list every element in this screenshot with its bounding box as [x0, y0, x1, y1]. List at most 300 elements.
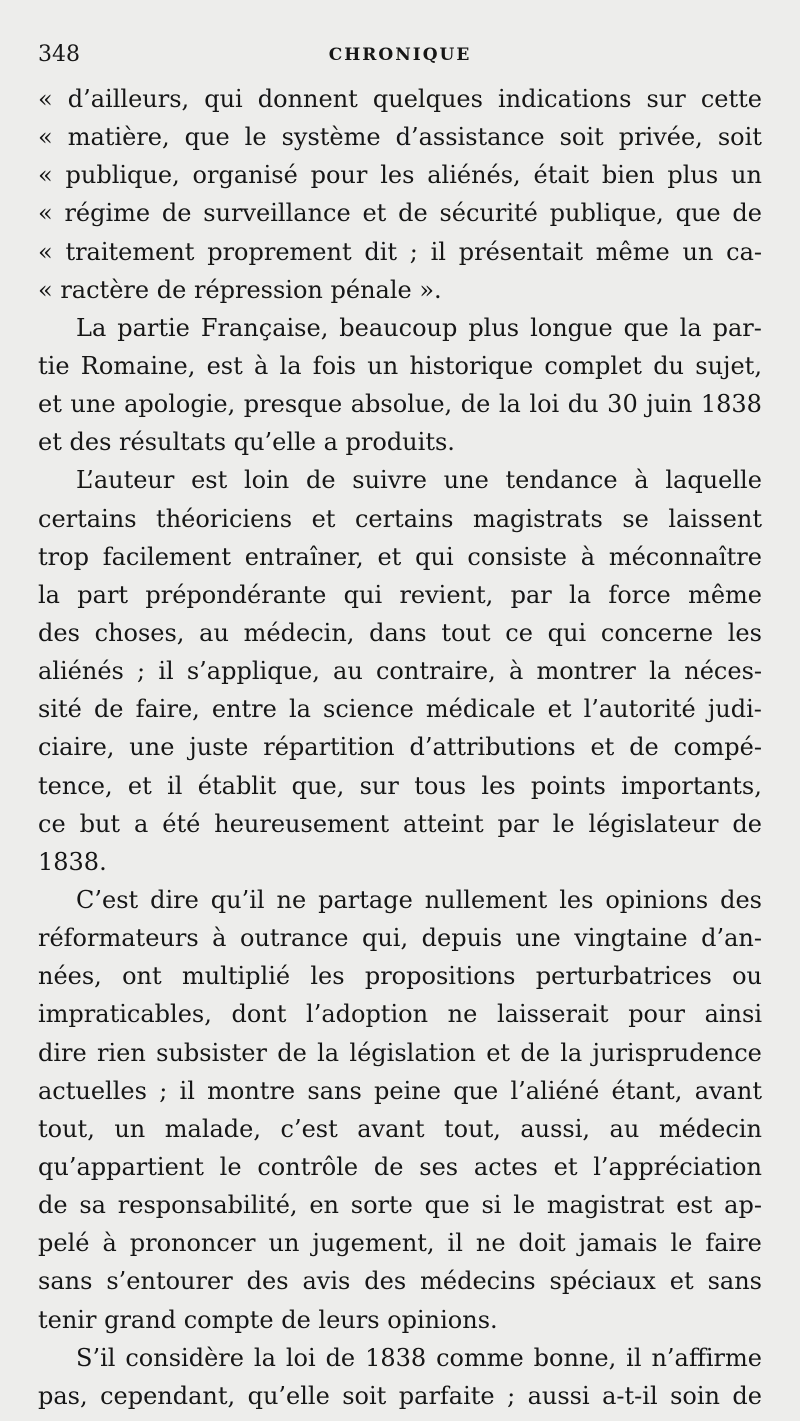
paragraph-first-line — [38, 309, 762, 347]
word: « — [38, 199, 53, 228]
word: montre — [207, 1076, 296, 1105]
word: la — [560, 1038, 583, 1067]
word: leurs — [318, 1305, 380, 1334]
word: fois — [312, 351, 357, 380]
page-number: 348 — [38, 42, 80, 67]
word: il — [626, 1343, 642, 1372]
word: réformateurs — [38, 924, 199, 953]
word: malade, — [164, 1114, 261, 1143]
word: considère — [125, 1343, 244, 1372]
word: méconnaître — [608, 542, 762, 571]
word: ses — [419, 1152, 459, 1181]
word: à — [580, 542, 596, 571]
word: ne — [475, 1229, 506, 1258]
word: de — [281, 1305, 311, 1334]
word: du — [653, 351, 685, 380]
word: « — [38, 123, 53, 152]
word: tout, — [444, 1114, 501, 1143]
word: la — [38, 580, 60, 609]
word: qu’elle — [247, 1381, 330, 1410]
word: l’aliéné — [510, 1076, 600, 1105]
word: les — [481, 771, 516, 800]
word: ainsi — [704, 1000, 762, 1029]
text-line — [38, 118, 762, 156]
word: répression — [193, 275, 323, 304]
word: de — [398, 199, 428, 228]
word: de — [732, 1381, 762, 1410]
word: soit — [342, 1381, 387, 1410]
word: contraire, — [375, 657, 496, 686]
text-line — [38, 576, 762, 614]
word: aussi — [527, 1381, 590, 1410]
word: 1838. — [38, 847, 107, 876]
word: entraîner, — [244, 542, 364, 571]
word: ou — [732, 962, 762, 991]
word: un — [682, 237, 714, 266]
word: tout, — [38, 1114, 95, 1143]
word: quelques — [372, 85, 483, 113]
word: même — [595, 237, 670, 266]
word: un — [731, 161, 762, 190]
word: que — [623, 313, 669, 342]
word: se — [622, 504, 649, 533]
word: opinions. — [387, 1305, 498, 1334]
word: compte — [183, 1305, 274, 1334]
word: ce — [505, 618, 533, 647]
word: et — [311, 504, 336, 533]
word: en — [309, 1191, 339, 1220]
word: de — [460, 390, 491, 419]
word: tous — [414, 771, 467, 800]
word: nées, — [38, 962, 102, 991]
word: ; — [137, 657, 146, 686]
word: proprement — [207, 237, 352, 266]
word: soit — [559, 123, 604, 152]
word: prononcer — [129, 1229, 256, 1258]
text-line — [38, 957, 762, 995]
word: apologie, — [124, 390, 236, 419]
word: ». — [419, 275, 442, 304]
word: de — [305, 466, 336, 495]
word: consiste — [467, 542, 567, 571]
word: indications — [497, 85, 632, 113]
word: judi- — [707, 695, 762, 724]
text-line — [38, 1034, 762, 1072]
text-line — [38, 767, 762, 805]
word: traitement — [65, 237, 195, 266]
text-line — [38, 995, 762, 1033]
word: et — [38, 428, 62, 457]
text-line — [38, 652, 762, 690]
word: de — [93, 695, 124, 724]
word: sujet, — [695, 351, 762, 380]
word: l’appréciation — [593, 1152, 762, 1181]
word: partie — [117, 313, 190, 342]
word: science — [323, 695, 414, 724]
word: L’auteur — [76, 466, 175, 495]
word: presque — [243, 390, 343, 419]
word: beaucoup — [339, 313, 458, 342]
word: au — [199, 618, 229, 647]
word: actes — [473, 1152, 538, 1181]
word: avant — [357, 1114, 425, 1143]
word: de — [520, 1038, 550, 1067]
word: sans — [307, 1076, 362, 1105]
word: complet — [544, 351, 642, 380]
word: importants, — [621, 771, 762, 800]
word: dit — [364, 237, 398, 266]
word: jurisprudence — [592, 1038, 762, 1067]
word: un — [367, 351, 399, 380]
word: La — [76, 313, 107, 342]
word: a — [323, 428, 338, 457]
word: des — [38, 618, 80, 647]
word: pénale — [330, 275, 412, 304]
word: médecin, — [243, 618, 355, 647]
word: s’entourer — [106, 1267, 233, 1296]
word: cependant, — [100, 1381, 236, 1410]
word: et — [553, 1152, 578, 1181]
text-line — [38, 690, 762, 728]
word: Romaine, — [80, 351, 196, 380]
word: était — [533, 161, 589, 190]
word: 30 — [607, 390, 638, 419]
running-title: CHRONIQUE — [328, 45, 472, 65]
word: aussi, — [520, 1114, 591, 1143]
word: tie — [38, 351, 70, 380]
word: de — [629, 733, 659, 762]
word: par — [510, 580, 552, 609]
word: sorte — [350, 1191, 413, 1220]
word: 1838 — [700, 390, 762, 419]
word: juste — [189, 733, 249, 762]
word: et — [669, 1267, 694, 1296]
word: une — [515, 924, 561, 953]
paragraph-first-line — [38, 881, 762, 919]
word: trop — [38, 542, 89, 571]
word: partage — [318, 885, 413, 914]
word: le — [244, 123, 267, 152]
word: de — [161, 199, 192, 228]
word: des — [69, 428, 112, 457]
word: des — [720, 885, 762, 914]
word: néces- — [684, 657, 762, 686]
word: ne — [276, 885, 307, 914]
word: subsister — [156, 1038, 267, 1067]
word: pour — [310, 161, 368, 190]
word: et — [38, 390, 62, 419]
word: depuis — [421, 924, 503, 953]
word: répartition — [263, 733, 395, 762]
word: propositions — [364, 962, 516, 991]
word: il — [158, 657, 174, 686]
word: rien — [97, 1038, 146, 1067]
word: une — [129, 733, 175, 762]
word: une — [70, 390, 116, 419]
word: sécurité — [439, 199, 538, 228]
paragraph-first-line — [38, 461, 762, 499]
word: ont — [122, 962, 162, 991]
word: la — [679, 313, 702, 342]
word: à — [102, 1229, 117, 1258]
word: s’applique, — [186, 657, 320, 686]
word: qu’appartient — [38, 1152, 204, 1181]
word: sur — [646, 85, 686, 113]
word: est — [206, 351, 243, 380]
text-line — [38, 385, 762, 423]
word: un — [114, 1114, 146, 1143]
word: pour — [628, 1000, 685, 1029]
word: médecin — [658, 1114, 762, 1143]
word: au — [333, 657, 363, 686]
word: prépondérante — [145, 580, 327, 609]
word: publique, — [65, 161, 180, 190]
word: organisé — [192, 161, 298, 190]
word: produits. — [345, 428, 455, 457]
word: publique, — [549, 199, 664, 228]
word: tenir — [38, 1305, 97, 1334]
word: de — [373, 1152, 404, 1181]
word: soit — [717, 123, 762, 152]
word: aliénés — [38, 657, 124, 686]
word: de — [732, 809, 762, 838]
word: à — [253, 351, 269, 380]
word: les — [380, 161, 415, 190]
word: suivre — [352, 466, 427, 495]
word: sans — [707, 1267, 762, 1296]
word: le — [552, 809, 575, 838]
word: les — [310, 962, 345, 991]
word: loi — [285, 1343, 316, 1372]
word: dans — [369, 618, 427, 647]
word: et — [590, 733, 615, 762]
word: perturbatrices — [535, 962, 712, 991]
word: la — [288, 695, 311, 724]
word: vingtaine — [574, 924, 688, 953]
word: laisserait — [496, 1000, 609, 1029]
word: même — [688, 580, 762, 609]
word: montrer — [536, 657, 636, 686]
paragraph-first-line — [38, 1339, 762, 1377]
word: pelé — [38, 1229, 90, 1258]
word: qu’elle — [233, 428, 316, 457]
word: n’affirme — [651, 1343, 762, 1372]
word: sa — [79, 1191, 106, 1220]
word: multiplié — [181, 962, 291, 991]
text-line — [38, 1072, 762, 1110]
word: médecins — [420, 1267, 536, 1296]
word: de — [732, 199, 762, 228]
word: la — [253, 1343, 276, 1372]
word: à — [508, 657, 524, 686]
word: nullement — [424, 885, 548, 914]
word: étant, — [611, 1076, 683, 1105]
word: matière, — [67, 123, 170, 152]
word: le — [513, 1191, 536, 1220]
word: le — [670, 1229, 693, 1258]
word: dire — [38, 1038, 87, 1067]
word: 1838 — [365, 1343, 427, 1372]
word: l’autorité — [583, 695, 696, 724]
word: jamais — [578, 1229, 658, 1258]
word: juin — [646, 390, 693, 419]
word: qu’il — [210, 885, 265, 914]
word: été — [162, 809, 201, 838]
word: par- — [712, 313, 762, 342]
word: « — [38, 275, 53, 304]
word: avant — [694, 1076, 762, 1105]
text-line — [38, 347, 762, 385]
word: concerne — [600, 618, 714, 647]
word: loi — [529, 390, 560, 419]
text-line — [38, 423, 762, 461]
word: jugement, — [312, 1229, 435, 1258]
word: de — [325, 1343, 356, 1372]
word: dont — [231, 1000, 287, 1029]
text-line — [38, 80, 762, 118]
word: qui — [415, 542, 454, 571]
word: à — [634, 466, 649, 495]
word: et — [486, 1038, 511, 1067]
word: soin — [670, 1381, 720, 1410]
word: les — [727, 618, 762, 647]
word: régime — [64, 199, 151, 228]
word: d’assistance — [395, 123, 545, 152]
word: et — [547, 695, 572, 724]
text-line — [38, 233, 762, 271]
word: il — [447, 1229, 463, 1258]
word: des — [364, 1267, 407, 1296]
word: la — [317, 1038, 340, 1067]
word: médicale — [425, 695, 536, 724]
word: ractère — [60, 275, 150, 304]
text-line — [38, 538, 762, 576]
word: privée, — [618, 123, 703, 152]
word: du — [567, 390, 599, 419]
text-line — [38, 1262, 762, 1300]
word: C’est — [76, 885, 139, 914]
word: que — [453, 1076, 499, 1105]
word: dire — [150, 885, 199, 914]
word: donnent — [257, 85, 358, 113]
word: « — [38, 161, 53, 190]
word: système — [281, 123, 381, 152]
word: présentait — [458, 237, 584, 266]
word: grand — [104, 1305, 177, 1334]
word: pas, — [38, 1381, 88, 1410]
word: il — [167, 771, 183, 800]
word: que, — [291, 771, 345, 800]
word: doit — [518, 1229, 566, 1258]
page-header — [38, 40, 762, 70]
word: force — [608, 580, 671, 609]
word: tence, — [38, 771, 113, 800]
word: choses, — [94, 618, 185, 647]
word: « — [38, 85, 53, 113]
word: aliénés, — [427, 161, 521, 190]
word: laquelle — [665, 466, 762, 495]
word: théoriciens — [156, 504, 293, 533]
word: est — [676, 1191, 713, 1220]
word: ap- — [724, 1191, 762, 1220]
word: la — [498, 390, 521, 419]
word: des — [246, 1267, 289, 1296]
word: la — [569, 580, 592, 609]
word: au — [609, 1114, 640, 1143]
word: facilement — [102, 542, 231, 571]
word: bonne, — [533, 1343, 617, 1372]
word: ciaire, — [38, 733, 115, 762]
text-line — [38, 1301, 762, 1339]
word: de — [277, 1038, 307, 1067]
word: certains — [38, 504, 137, 533]
word: plus — [468, 313, 520, 342]
word: atteint — [403, 809, 484, 838]
word: part — [77, 580, 129, 609]
word: d’attributions — [409, 733, 576, 762]
word: S’il — [76, 1343, 116, 1372]
word: sité — [38, 695, 82, 724]
word: législation — [349, 1038, 476, 1067]
word: qui, — [361, 924, 409, 953]
word: de — [156, 275, 187, 304]
word: surveillance — [203, 199, 351, 228]
word: la — [279, 351, 302, 380]
word: magistrat — [546, 1191, 665, 1220]
word: résultats — [119, 428, 227, 457]
word: et — [377, 542, 402, 571]
text-line — [38, 271, 762, 309]
word: longue — [530, 313, 613, 342]
word: heureusement — [214, 809, 390, 838]
word: comme — [436, 1343, 524, 1372]
word: a-t-il — [602, 1381, 658, 1410]
word: législateur — [588, 809, 719, 838]
word: ne — [447, 1000, 478, 1029]
word: de — [38, 1191, 68, 1220]
word: entre — [211, 695, 277, 724]
word: faire — [705, 1229, 762, 1258]
word: que — [424, 1191, 470, 1220]
text-line — [38, 500, 762, 538]
word: que — [675, 199, 721, 228]
text-line — [38, 194, 762, 232]
text-line — [38, 843, 762, 881]
word: c’est — [280, 1114, 338, 1143]
word: il — [179, 1076, 195, 1105]
word: compé- — [673, 733, 762, 762]
word: actuelles — [38, 1076, 147, 1105]
word: est — [191, 466, 228, 495]
word: loin — [243, 466, 290, 495]
text-line — [38, 1377, 762, 1415]
word: la — [649, 657, 672, 686]
word: sans — [38, 1267, 93, 1296]
word: « — [38, 237, 53, 266]
word: ; — [409, 237, 418, 266]
word: tout — [441, 618, 491, 647]
text-line — [38, 1148, 762, 1186]
word: faire, — [135, 695, 200, 724]
word: Française, — [200, 313, 329, 342]
text-line — [38, 805, 762, 843]
text-line — [38, 919, 762, 957]
word: et — [362, 199, 387, 228]
word: magistrats — [472, 504, 603, 533]
word: d’ailleurs, — [67, 85, 190, 113]
text-line — [38, 728, 762, 766]
word: qui — [204, 85, 243, 113]
